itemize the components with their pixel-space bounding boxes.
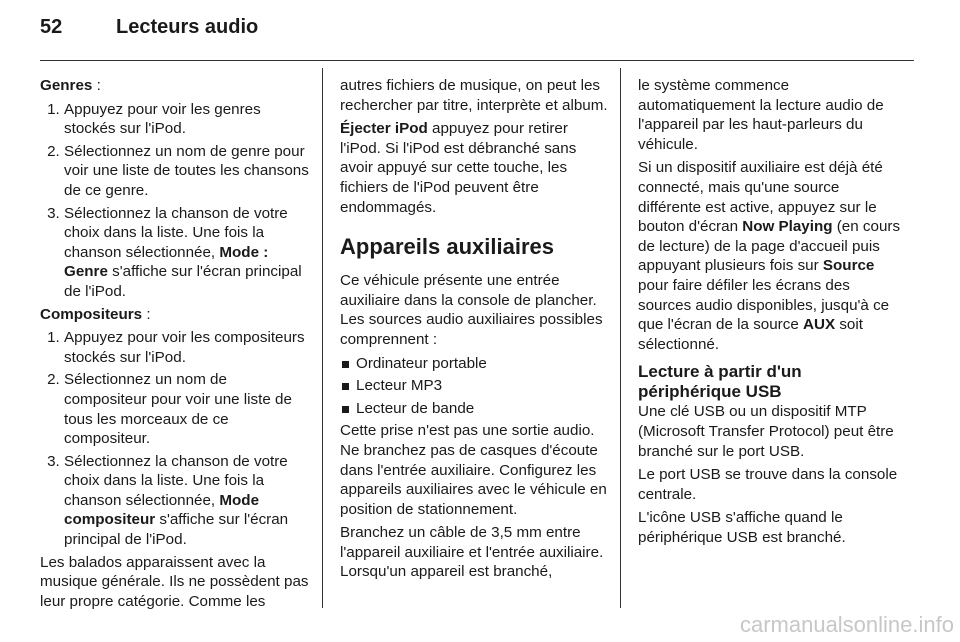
compositeurs-label: Compositeurs :: [40, 305, 151, 323]
aux-source-list: [340, 354, 610, 419]
cable-paragraph: Branchez un câble de 3,5 mm entre l'appareil auxiliaire et l'entrée auxiliaire. Lorsqu'un appareil est branché,: [340, 524, 604, 581]
list-item: Lecteur de bande: [340, 399, 610, 419]
column-divider-1: [322, 68, 323, 608]
compositeurs-step-3: 3. Sélectionnez la chanson de votre choix dans la liste. Une fois la chanson sélectionnée, Mode compositeur s'affiche sur l'écran principal de l'iPod.: [64, 452, 310, 550]
list-item: Lecteur MP3: [340, 376, 610, 396]
usb-paragraph-2: Le port USB se trouve dans la console centrale.: [638, 466, 898, 503]
aux-intro-paragraph: Ce véhicule présente une entrée auxiliaire dans la console de plancher. Les sources audio auxiliaires possibles comprennent :: [340, 272, 603, 348]
bullet-square-icon: [342, 383, 349, 390]
header-rule: [40, 60, 914, 61]
genres-step-3: 3. Sélectionnez la chanson de votre choix dans la liste. Une fois la chanson sélectionnée, Mode : Genre s'affiche sur l'écran principal de l'iPod.: [64, 204, 310, 302]
compositeurs-step-1: 1. Appuyez pour voir les compositeurs stockés sur l'iPod.: [64, 328, 310, 367]
auto-play-paragraph: le système commence automatiquement la lecture audio de l'appareil par les haut-parleurs du véhicule.: [638, 77, 884, 153]
bullet-square-icon: [342, 361, 349, 368]
compositeurs-steps: [40, 328, 310, 550]
section-heading-auxiliaires: Appareils auxiliaires: [340, 234, 554, 260]
list-item: Ordinateur portable: [340, 354, 610, 374]
page-title: Lecteurs audio: [116, 16, 259, 38]
genres-step-1: 1. Appuyez pour voir les genres stockés sur l'iPod.: [64, 100, 310, 139]
usb-paragraph-3: L'icône USB s'affiche quand le périphérique USB est branché.: [638, 509, 846, 546]
balados-paragraph: Les balados apparaissent avec la musique générale. Ils ne possèdent pas leur propre catégorie. Comme les: [40, 553, 309, 610]
column-3: [638, 76, 906, 551]
genres-steps: [40, 100, 310, 302]
usb-paragraph-1: Une clé USB ou un dispositif MTP (Microsoft Transfer Protocol) peut être branché sur le port USB.: [638, 403, 894, 460]
watermark: carmanualsonline.info: [739, 612, 954, 637]
page-number: 52: [40, 16, 63, 38]
usb-heading: Lecture à partir d'un périphérique USB: [638, 362, 802, 402]
column-1: [40, 76, 310, 615]
column-divider-2: [620, 68, 621, 608]
bullet-square-icon: [342, 406, 349, 413]
aux-select-paragraph: Si un dispositif auxiliaire est déjà été connecté, mais qu'une source différente est active, appuyez sur le bouton d'écran Now Playing (en cours de lecture) de la page d'accueil puis appuyant plusieurs fois sur Source pour faire défiler les écrans des sources audio disponibles, jusqu'à ce que l'écran de la source AUX soit sélectionné.: [638, 159, 901, 353]
genres-step-2: 2. Sélectionnez un nom de genre pour voir une liste de toutes les chansons de ce genre.: [64, 142, 310, 201]
compositeurs-step-2: 2. Sélectionnez un nom de compositeur pour voir une liste de tous les morceaux de ce compositeur.: [64, 370, 310, 448]
genres-label: Genres :: [40, 77, 101, 94]
column-2: [340, 76, 610, 586]
continued-paragraph: autres fichiers de musique, on peut les rechercher par titre, interprète et album.: [340, 77, 608, 114]
warning-paragraph: Cette prise n'est pas une sortie audio. Ne branchez pas de casques d'écoute dans l'entrée auxiliaire. Configurez les appareils auxiliaires avec le véhicule en position de stationnement.: [340, 422, 607, 518]
eject-paragraph: Éjecter iPod appuyez pour retirer l'iPod. Si l'iPod est débranché sans avoir appuyé sur cette touche, les fichiers de l'iPod peuvent être endommagés.: [340, 120, 577, 216]
